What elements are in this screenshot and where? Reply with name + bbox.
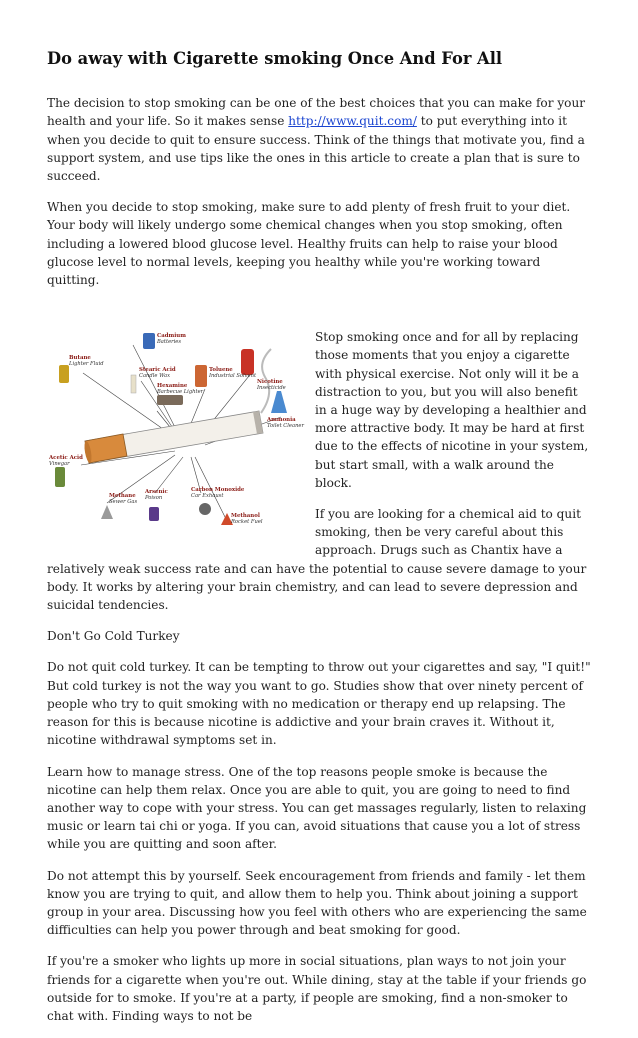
figure-sublabel: Toilet Cleaner bbox=[267, 423, 304, 430]
paragraph-cold-turkey: Do not quit cold turkey. It can be tempting to throw out your cigarettes and say, "I quit!" But cold turkey is not the way you want to go. Studies show that over ninety percent of people who try to quit smoking with no medication or therapy end up relapsing. The reason for this is because nicotine is addictive and your brain craves it. Without it, nicotine withdrawal symptoms set in. bbox=[47, 660, 591, 748]
battery-icon bbox=[143, 333, 155, 349]
figure-label: Butane bbox=[69, 355, 91, 362]
figure-sublabel: Lighter Fluid bbox=[69, 361, 104, 368]
page-title: Do away with Cigarette smoking Once And For All bbox=[47, 49, 503, 68]
solvent-can-icon bbox=[195, 365, 207, 387]
figure-label: Stearic Acid bbox=[139, 367, 176, 374]
paragraph-intro-text-end: to put everything into it when you decide to quit to ensure success. Think of the things that motivate you, find a support system, and use tips like the ones in this article to create a plan that is sure to succeed. bbox=[47, 114, 585, 184]
figure-sublabel: Industrial Solvent bbox=[209, 373, 257, 380]
poison-bottle-icon bbox=[149, 507, 159, 521]
paragraph-stress: Learn how to manage stress. One of the top reasons people smoke is because the nicotine can help them relax. Once you are able to quit, you are going to need to find another way to cope with your stress. You can get massages regularly, listen to relaxing music or learn tai chi or yoga. If you can, avoid situations that cause you a lot of stress while you are quitting and soon after. bbox=[47, 764, 587, 852]
figure-sublabel: Insecticide bbox=[257, 385, 286, 392]
paragraph-intro bbox=[47, 94, 593, 185]
lighter-icon bbox=[59, 365, 69, 383]
paragraph-social: If you're a smoker who lights up more in social situations, plan ways to not join your friends for a cigarette when you're out. While dining, stay at the table if your friends go outside for to smoke. If you're at a party, if people are smoking, find a non-smoker to chat with. Finding ways to not be bbox=[47, 954, 587, 1023]
figure-sublabel: Car Exhaust bbox=[191, 493, 224, 500]
candle-icon bbox=[131, 375, 136, 393]
cigarette-chemicals-illustration bbox=[45, 325, 311, 543]
figure-sublabel: Candle Wax bbox=[139, 373, 170, 380]
figure-label: Nicotine bbox=[257, 379, 283, 386]
paragraph-chemical-aid: If you are looking for a chemical aid to quit smoking, then be very careful about this approach. Drugs such as Chantix have a relatively weak success rate and can have the potential to cause severe damage to your body. It works by altering your brain chemistry, and can lead to severe depression and suicidal tendencies. bbox=[47, 507, 587, 613]
figure-label: Cadmium bbox=[157, 333, 186, 340]
figure-label: Methanol bbox=[231, 513, 260, 520]
sewer-icon bbox=[101, 505, 113, 519]
paragraph-exercise: Stop smoking once and for all by replacing those moments that you enjoy a cigarette with physical exercise. Not only will it be a distraction to you, but you will also benefit in a huge way by developing a healthier and more attractive body. It may be hard at first due to the effects of nicotine in your system, but start small, with a walk around the block. bbox=[315, 330, 589, 490]
exhaust-icon bbox=[199, 503, 211, 515]
figure-label: Acetic Acid bbox=[49, 455, 83, 462]
figure-label: Arsenic bbox=[145, 489, 168, 496]
figure-sublabel: Poison bbox=[145, 495, 163, 502]
quit-link[interactable]: http://www.quit.com/ bbox=[288, 114, 417, 129]
figure-label: Carbon Monoxide bbox=[191, 487, 245, 494]
figure-label: Hexamine bbox=[157, 383, 188, 390]
cleaner-flask-icon bbox=[271, 391, 287, 413]
cigarette-chemicals-diagram bbox=[45, 325, 311, 543]
figure-sublabel: Barbecue Lighter bbox=[157, 389, 204, 396]
section-heading: Don't Go Cold Turkey bbox=[47, 629, 180, 644]
article bbox=[47, 50, 593, 1038]
figure-sublabel: Vinegar bbox=[49, 461, 70, 468]
paragraph-support: Do not attempt this by yourself. Seek encouragement from friends and family - let them know you are trying to quit, and allow them to help you. Think about joining a support group in your area. Discussing how you feel with others who are experiencing the same difficulties can help you power through and beat smoking for good. bbox=[47, 868, 587, 938]
paragraph-intro-text: The decision to stop smoking can be one of the best choices that you can make for your health and your life. So it makes sense bbox=[47, 96, 586, 129]
figure-label: Methane bbox=[109, 493, 136, 500]
figure-label: Toluene bbox=[209, 367, 233, 374]
barbecue-icon bbox=[157, 395, 183, 405]
figure-label: Ammonia bbox=[267, 417, 296, 424]
figure-sublabel: Sewer Gas bbox=[109, 499, 138, 506]
insecticide-can-icon bbox=[241, 349, 254, 375]
vinegar-bottle-icon bbox=[55, 467, 65, 487]
figure-sublabel: Batteries bbox=[157, 339, 182, 346]
paragraph-fruit: When you decide to stop smoking, make sure to add plenty of fresh fruit to your diet. Your body will likely undergo some chemical changes when you stop smoking, often including a lowered blood glucose level. Healthy fruits can help to raise your blood glucose level to normal levels, keeping you healthy while you're working toward quitting. bbox=[47, 200, 571, 288]
figure-sublabel: Rocket Fuel bbox=[231, 519, 263, 526]
